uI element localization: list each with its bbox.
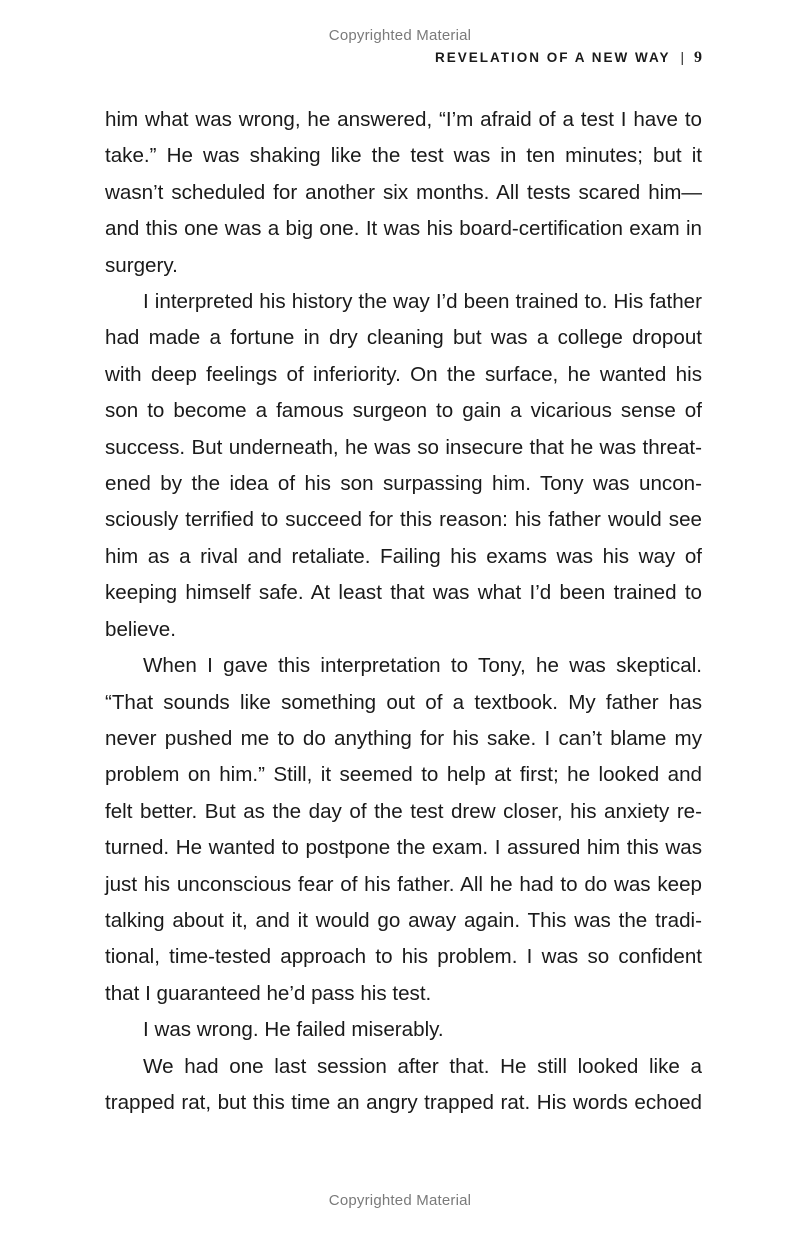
chapter-title: REVELATION OF A NEW WAY — [434, 50, 671, 65]
page-number: 9 — [694, 49, 702, 66]
body-text — [105, 102, 702, 1121]
header-separator: | — [680, 50, 686, 65]
paragraph: We had one last session after that. He still looked like a trapped rat, but this time an angry trapped rat. His words echoed — [105, 1054, 702, 1114]
paragraph-continued: him what was wrong, he answered, “I’m afraid of a test I have to take.” He was shaking like the test was in ten minutes; but it wasn’t scheduled for another six months. All tests scared him—and this one was a big one. It was his board-certification exam in surgery. — [105, 108, 702, 277]
running-head — [435, 49, 702, 67]
paragraph: I interpreted his history the way I’d been trained to. His father had made a fortune in dry cleaning but was a college dropout with deep feelings of inferiority. On the surface, he wanted his son to become a famous surgeon to gain a vicarious sense of success. But underneath, he was so insecure that he was threatened by the idea of his son surpassing him. Tony was unconsciously terrified to succeed for this reason: his father would see him as a rival and retaliate. Failing his exams was his way of keeping himself safe. At least that was what I’d been trained to believe. — [105, 290, 702, 641]
paragraph: When I gave this interpretation to Tony, he was skeptical. “That sounds like something out of a textbook. My father has never pushed me to do anything for his sake. I can’t blame my problem on him.” Still, it seemed to help at first; he looked and felt better. But as the day of the test drew closer, his anxiety returned. He wanted to postpone the exam. I assured him this was just his unconscious fear of his father. All he had to do was keep talking about it, and it would go away again. This was the traditional, time-tested approach to his problem. I was so confident that I guaranteed he’d pass his test. — [105, 654, 702, 1005]
copyright-watermark-bottom: Copyrighted Material — [328, 1192, 472, 1209]
paragraph: I was wrong. He failed miserably. — [143, 1018, 444, 1042]
copyright-watermark-top: Copyrighted Material — [328, 27, 472, 44]
